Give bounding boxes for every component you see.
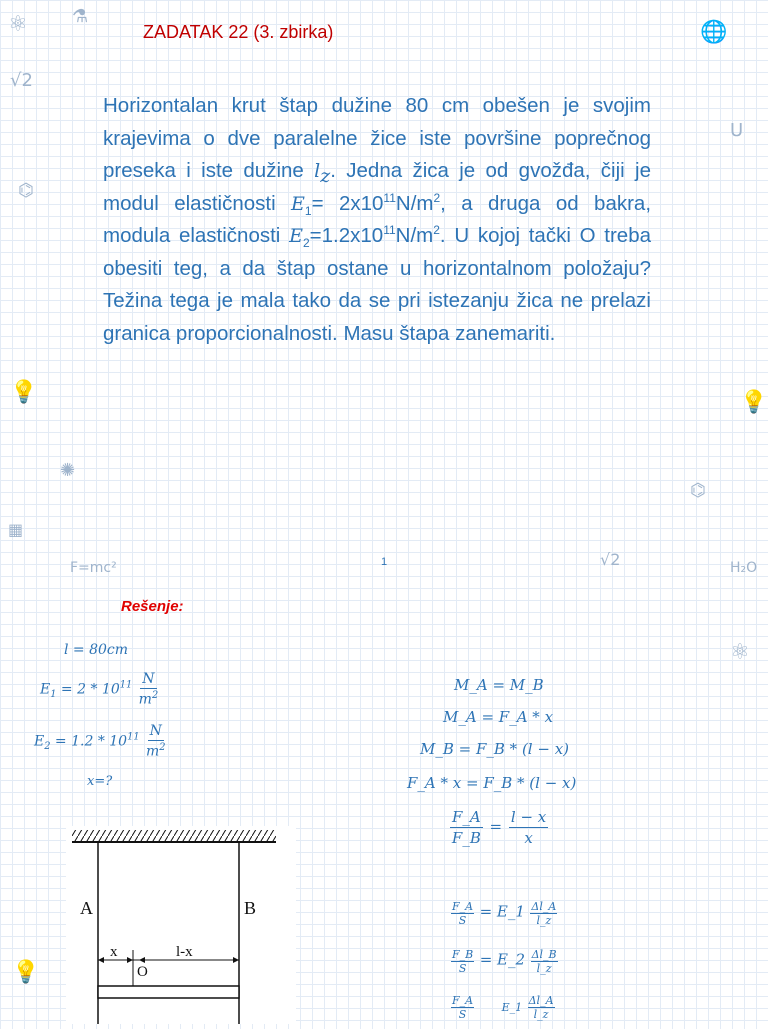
given-e2: $E_2 = 1.2 * 10^{11}$ $\frac{N}{m^2}$ xyxy=(34,723,166,760)
arrow-right-icon xyxy=(233,957,239,963)
atom-icon: ⚛ xyxy=(8,12,28,37)
label-x: x xyxy=(110,944,118,960)
equation-moment-b: M_B = F_B * (l − x) xyxy=(420,740,570,758)
brain-icon: ✺ xyxy=(60,460,76,481)
solution-label: Rešenje: xyxy=(121,598,184,615)
sqrt-icon: √2 xyxy=(10,70,33,91)
problem-text: Horizontalan krut štap dužine 80 cm obešen je svojim krajevima o dve paralelne žice iste površine poprečnog preseka i iste dužine $l_z$. Jedna žica je od gvožđa, čiji je modul elastičnosti $E_1= 2x10^{11}N/m^2$, a druga od bakra, modula elastičnosti $E_2=1.2x10^{11}N/m^2$. U kojoj tački O treba obesiti teg, a da štap ostane u horizontalnom položaju? Težina tega je mala tako da se pri istezanju žica ne prelazi granica proporcionalnosti. Masu štapa zanemariti. xyxy=(103,94,652,345)
formula-icon: F=mc² xyxy=(70,560,117,576)
sqrt-icon: √2 xyxy=(600,550,621,569)
globe-icon: 🌐 xyxy=(700,20,728,45)
lightbulb-icon: 💡 xyxy=(12,960,40,985)
equation-hooke-b: $\frac{F\_B}{S}$ = E_2 $\frac{\Delta l\_B}{l\_z}$ xyxy=(452,948,557,975)
rod xyxy=(98,986,239,998)
arrow-left-icon xyxy=(98,957,104,963)
equation-hooke-a: $\frac{F\_A}{S}$ = E_1 $\frac{\Delta l\_A}{l\_z}$ xyxy=(452,900,557,927)
given-length: l = 80cm xyxy=(64,642,129,658)
given-unknown: x=? xyxy=(87,774,113,789)
label-a: A xyxy=(80,898,93,918)
arrow-right-icon xyxy=(127,957,133,963)
equation-equilibrium: F_A * x = F_B * (l − x) xyxy=(407,774,577,792)
calculator-icon: ▦ xyxy=(8,520,24,539)
atom-icon: ⚛ xyxy=(730,640,750,665)
molecule-icon: ⌬ xyxy=(18,180,34,201)
molecule-icon: ⌬ xyxy=(690,480,706,501)
equation-force-ratio: $\frac{F\_A}{F\_B}$ = $\frac{l - x}{x}$ xyxy=(451,808,547,847)
rod-diagram-svg xyxy=(66,826,296,1024)
page-title: ZADATAK 22 (3. zbirka) xyxy=(143,22,334,42)
label-b: B xyxy=(244,898,257,918)
arrow-left-icon xyxy=(139,957,145,963)
ceiling-hatch xyxy=(72,830,276,842)
equation-moment-a: M_A = F_A * x xyxy=(443,708,554,726)
magnet-icon: U xyxy=(730,120,744,141)
lightbulb-icon: 💡 xyxy=(740,390,768,415)
h2o-icon: H₂O xyxy=(730,560,758,576)
equation-moment-balance: M_A = M_B xyxy=(454,676,544,694)
label-l-x: l-x xyxy=(176,944,193,960)
flask-icon: ⚗ xyxy=(72,6,89,27)
label-o: O xyxy=(137,964,148,980)
page-number: 1 xyxy=(381,556,388,568)
equation-hooke-partial: $\frac{F\_A}{S}$ E_1 $\frac{\Delta l\_A}{l\_z}$ xyxy=(452,994,554,1021)
lightbulb-icon: 💡 xyxy=(10,380,38,405)
given-e1: $E_1 = 2 * 10^{11}$ $\frac{N}{m^2}$ xyxy=(40,671,159,708)
rod-diagram xyxy=(66,826,296,1024)
